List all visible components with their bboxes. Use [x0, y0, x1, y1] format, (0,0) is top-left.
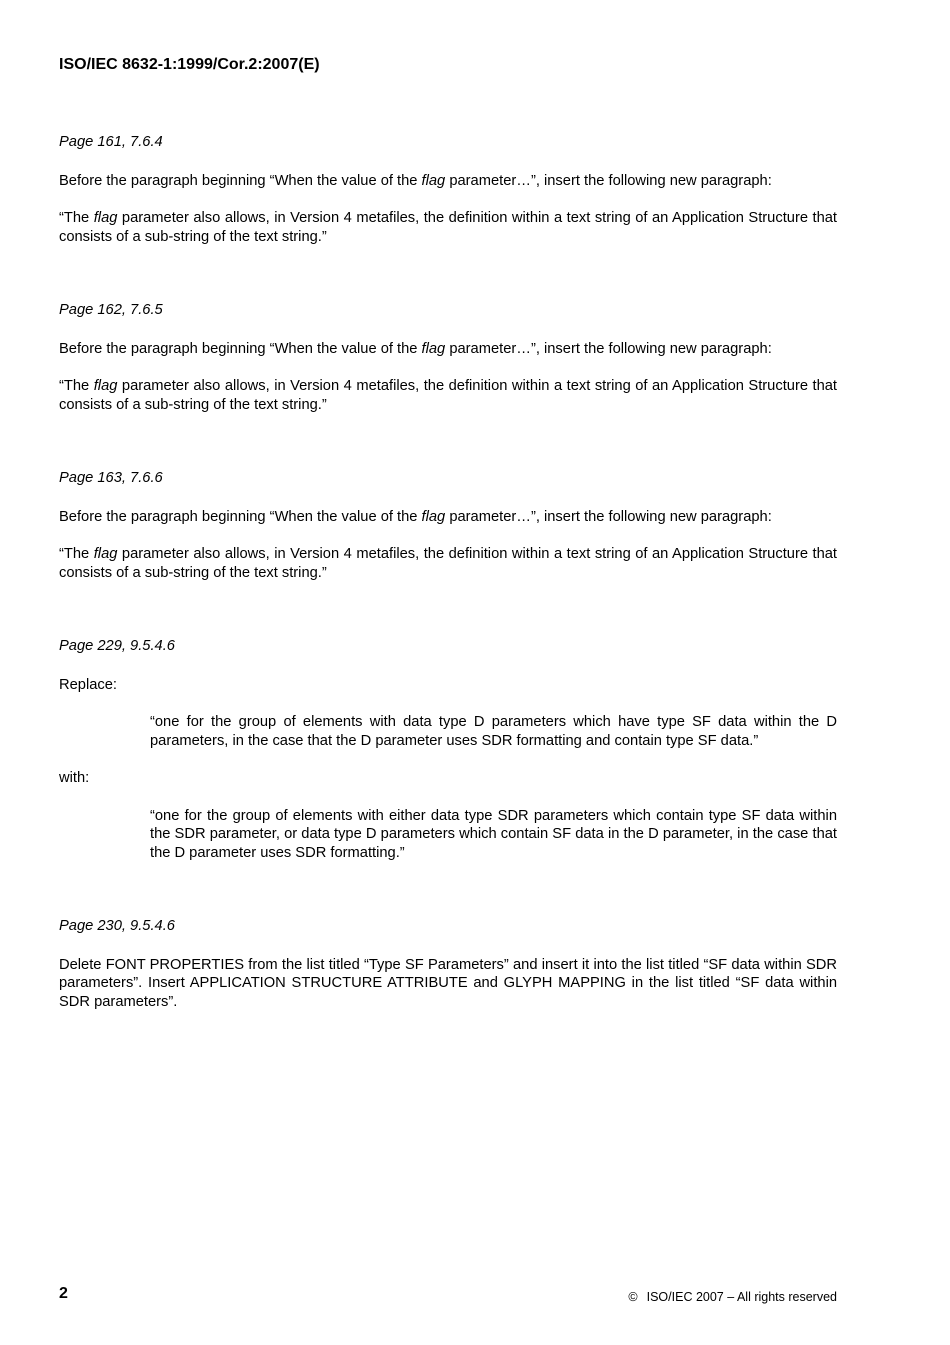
- inserted-paragraph: “The flag parameter also allows, in Version 4 metafiles, the definition within a text string of an Application Structure that consists of a sub-string of the text string.”: [59, 378, 838, 413]
- amendment-section-4: [59, 637, 837, 862]
- section-reference: Page 230, 9.5.4.6: [59, 918, 175, 934]
- new-text-quote: “one for the group of elements with either data type SDR parameters which contain type SF data within the SDR parameter, or data type D parameters which contain SF data in the D parameter, in the case that the D parameter uses SDR formatting.”: [150, 807, 837, 861]
- instruction-paragraph: Before the paragraph beginning “When the value of the flag parameter…”, insert the following new paragraph:: [59, 340, 772, 357]
- section-reference: Page 229, 9.5.4.6: [59, 638, 175, 654]
- section-reference: Page 161, 7.6.4: [59, 134, 163, 150]
- amendment-section-5: [59, 917, 837, 1011]
- amendment-section-1: [59, 133, 837, 246]
- inserted-paragraph: “The flag parameter also allows, in Version 4 metafiles, the definition within a text string of an Application Structure that consists of a sub-string of the text string.”: [59, 546, 838, 581]
- old-text-quote: “one for the group of elements with data type D parameters which have type SF data within the D parameters, in the case that the D parameter uses SDR formatting and contain type SF data.”: [150, 714, 837, 749]
- document-header-id: ISO/IEC 8632-1:1999/Cor.2:2007(E): [59, 56, 320, 73]
- inserted-paragraph: “The flag parameter also allows, in Version 4 metafiles, the definition within a text string of an Application Structure that consists of a sub-string of the text string.”: [59, 210, 838, 245]
- copyright-text: ISO/IEC 2007 – All rights reserved: [646, 1290, 837, 1304]
- replace-label: Replace:: [59, 676, 117, 693]
- amendment-section-2: [59, 301, 837, 414]
- copyright-notice: [628, 1288, 837, 1307]
- amendment-section-3: [59, 469, 837, 582]
- instruction-paragraph: Delete FONT PROPERTIES from the list titled “Type SF Parameters” and insert it into the list titled “SF data within SDR parameters”. Insert APPLICATION STRUCTURE ATTRIBUTE and GLYPH MAPPING in the list titled “SF data within SDR parameters”.: [59, 956, 837, 1010]
- copyright-symbol: ©: [628, 1290, 638, 1304]
- document-body: [59, 133, 837, 1030]
- section-reference: Page 163, 7.6.6: [59, 470, 163, 486]
- instruction-paragraph: Before the paragraph beginning “When the value of the flag parameter…”, insert the following new paragraph:: [59, 172, 772, 189]
- page-number: 2: [59, 1285, 68, 1302]
- with-label: with:: [59, 770, 90, 786]
- section-reference: Page 162, 7.6.5: [59, 302, 163, 318]
- instruction-paragraph: Before the paragraph beginning “When the value of the flag parameter…”, insert the following new paragraph:: [59, 508, 772, 525]
